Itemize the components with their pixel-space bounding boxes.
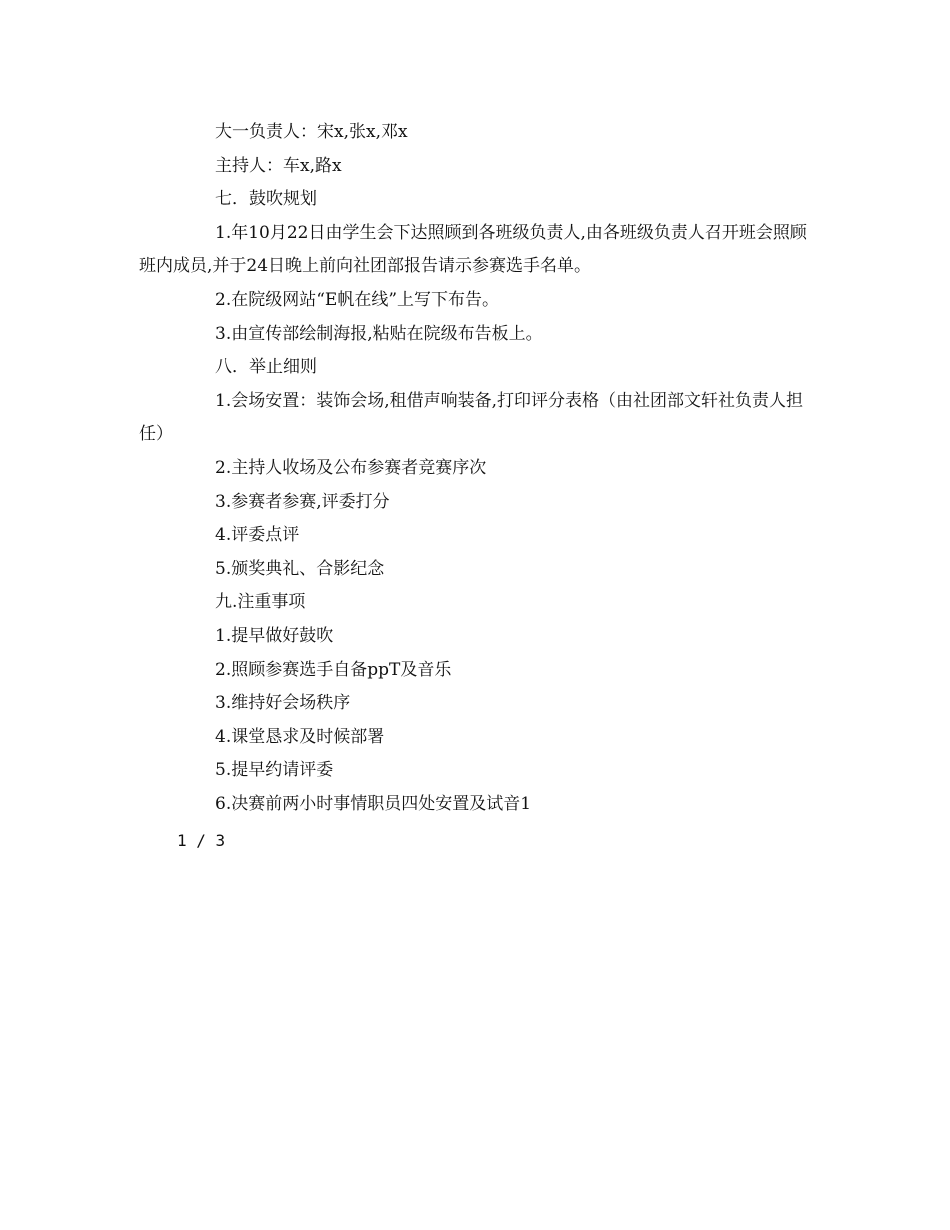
text-paragraph-procedure-1: 1.会场安置：装饰会场,租借声响装备,打印评分表格（由社团部文轩社负责人担任） xyxy=(139,390,804,445)
text-line-publicity-2: 2.在院级网站“E帆在线”上写下布告。 xyxy=(215,289,500,310)
page-number: 1 / 3 xyxy=(177,831,226,850)
text-line-notes-5: 5.提早约请评委 xyxy=(215,760,334,781)
text-line-procedure-5: 5.颁奖典礼、合影纪念 xyxy=(215,558,385,579)
text-line-hosts: 主持人：车x,路x xyxy=(215,155,342,176)
text-line-notes-6: 6.决赛前两小时事情职员四处安置及试音1 xyxy=(215,793,532,814)
text-line-publicity-3: 3.由宣传部绘制海报,粘贴在院级布告板上。 xyxy=(215,323,543,344)
text-line-notes-1: 1.提早做好鼓吹 xyxy=(215,625,334,646)
text-paragraph-publicity-1: 1.年10月22日由学生会下达照顾到各班级负责人,由各班级负责人召开班会照顾班内成员,并于24日晚上前向社团部报告请示参赛选手名单。 xyxy=(139,222,807,277)
text-line-leaders: 大一负责人：宋x,张x,邓x xyxy=(215,122,408,142)
text-line-notes-2: 2.照顾参赛选手自备ppT及音乐 xyxy=(215,659,452,680)
section-heading-notes: 九.注重事项 xyxy=(215,592,306,613)
text-line-procedure-2: 2.主持人收场及公布参赛者竞赛序次 xyxy=(215,457,487,478)
text-line-notes-4: 4.课堂恳求及时候部署 xyxy=(215,726,385,747)
section-heading-publicity: 七．鼓吹规划 xyxy=(215,189,317,210)
text-line-notes-3: 3.维持好会场秩序 xyxy=(215,693,351,714)
section-heading-procedure: 八．举止细则 xyxy=(215,357,317,378)
text-line-procedure-3: 3.参赛者参赛,评委打分 xyxy=(215,491,390,512)
text-line-procedure-4: 4.评委点评 xyxy=(215,525,300,546)
document-body xyxy=(139,116,819,821)
